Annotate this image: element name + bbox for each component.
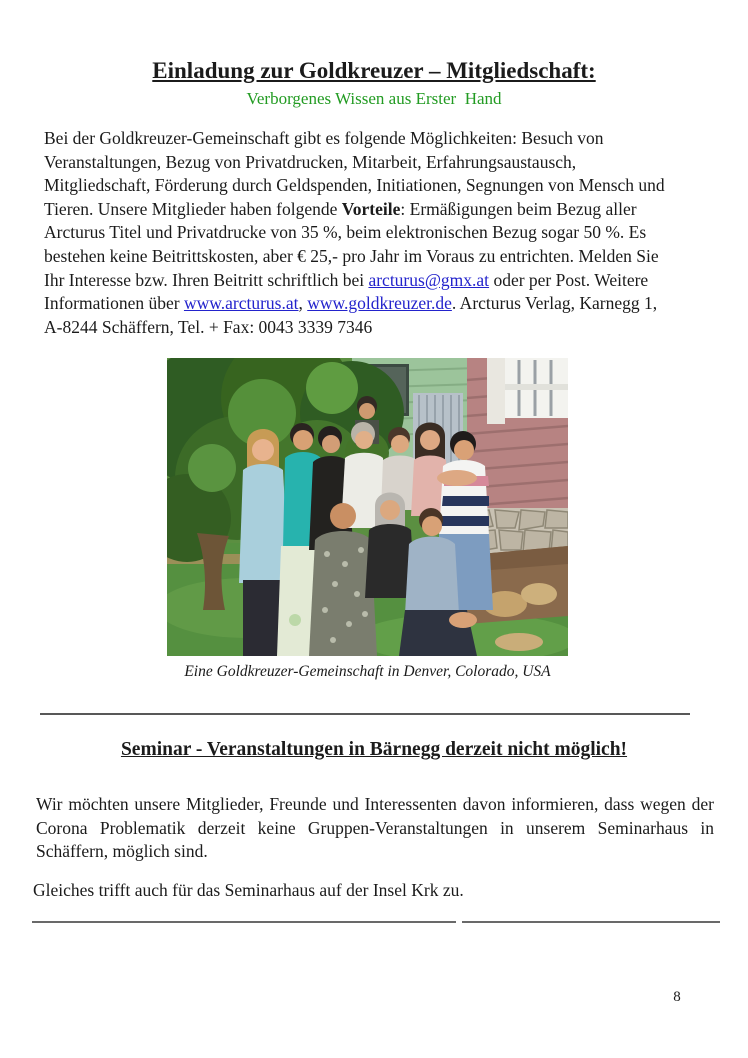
page-title-text: Einladung zur Goldkreuzer – Mitgliedschaft:: [152, 58, 596, 83]
vorteile-bold-word: Vorteile: [341, 198, 401, 219]
seminar-paragraph-2: Gleiches trifft auch für das Seminarhaus auf der Insel Krk zu.: [33, 880, 464, 900]
intro-text-2: : Ermäßigungen beim Bezug aller Arcturus Titel und Privatdrucke von 35 %, beim elektronischen Bezug sogar 50 %. Es bestehen keine Beitrittskosten, aber € 25,- pro Jahr im Voraus zu entrichten. Melden Sie Ihr Interesse bzw. Ihren Beitritt schriftlich bei: [44, 198, 659, 290]
page-number: 8: [673, 989, 681, 1005]
horizontal-divider-bottom-right-segment: [462, 921, 720, 923]
seminar-heading-text: Seminar - Veranstaltungen in Bärnegg derzeit nicht möglich!: [120, 739, 628, 760]
page-subtitle: Verborgenes Wissen aus Erster Hand: [246, 89, 502, 108]
horizontal-divider-bottom-left-segment: [32, 921, 456, 923]
group-photo-illustration: [167, 358, 568, 656]
group-photo-figure: [167, 358, 568, 681]
seminar-heading: [0, 739, 748, 761]
photo-caption: Eine Goldkreuzer-Gemeinschaft in Denver, Colorado, USA: [184, 663, 551, 680]
email-link[interactable]: arcturus@gmx.at: [368, 269, 490, 290]
intro-text-4: ,: [298, 293, 308, 314]
intro-text-3: oder per Post. Weitere Informationen über: [44, 269, 649, 314]
intro-paragraph: [44, 127, 668, 339]
seminar-paragraph-1: Wir möchten unsere Mitglieder, Freunde und Interessenten davon informieren, dass wegen der Corona Problematik derzeit keine Gruppen-Veranstaltungen in unserem Seminarhaus in Schäffern, möglich sind.: [36, 794, 714, 862]
page-title: [0, 58, 748, 84]
goldkreuzer-website-link[interactable]: www.goldkreuzer.de: [307, 293, 452, 314]
intro-text-1: Bei der Goldkreuzer-Gemeinschaft gibt es folgende Möglichkeiten: Besuch von Veranstaltungen, Bezug von Privatdrucken, Mitarbeit, Erfahrungsaustausch, Mitgliedschaft, Förderung durch Geldspenden, Initiationen, Segnungen von Mensch und Tieren. Unsere Mitglieder haben folgende: [44, 128, 665, 219]
arcturus-website-link[interactable]: www.arcturus.at: [183, 293, 299, 314]
intro-text-5: . Arcturus Verlag, Karnegg 1, A-8244 Schäffern, Tel. + Fax: 0043 3339 7346: [44, 293, 658, 337]
horizontal-divider-top: [40, 713, 690, 715]
